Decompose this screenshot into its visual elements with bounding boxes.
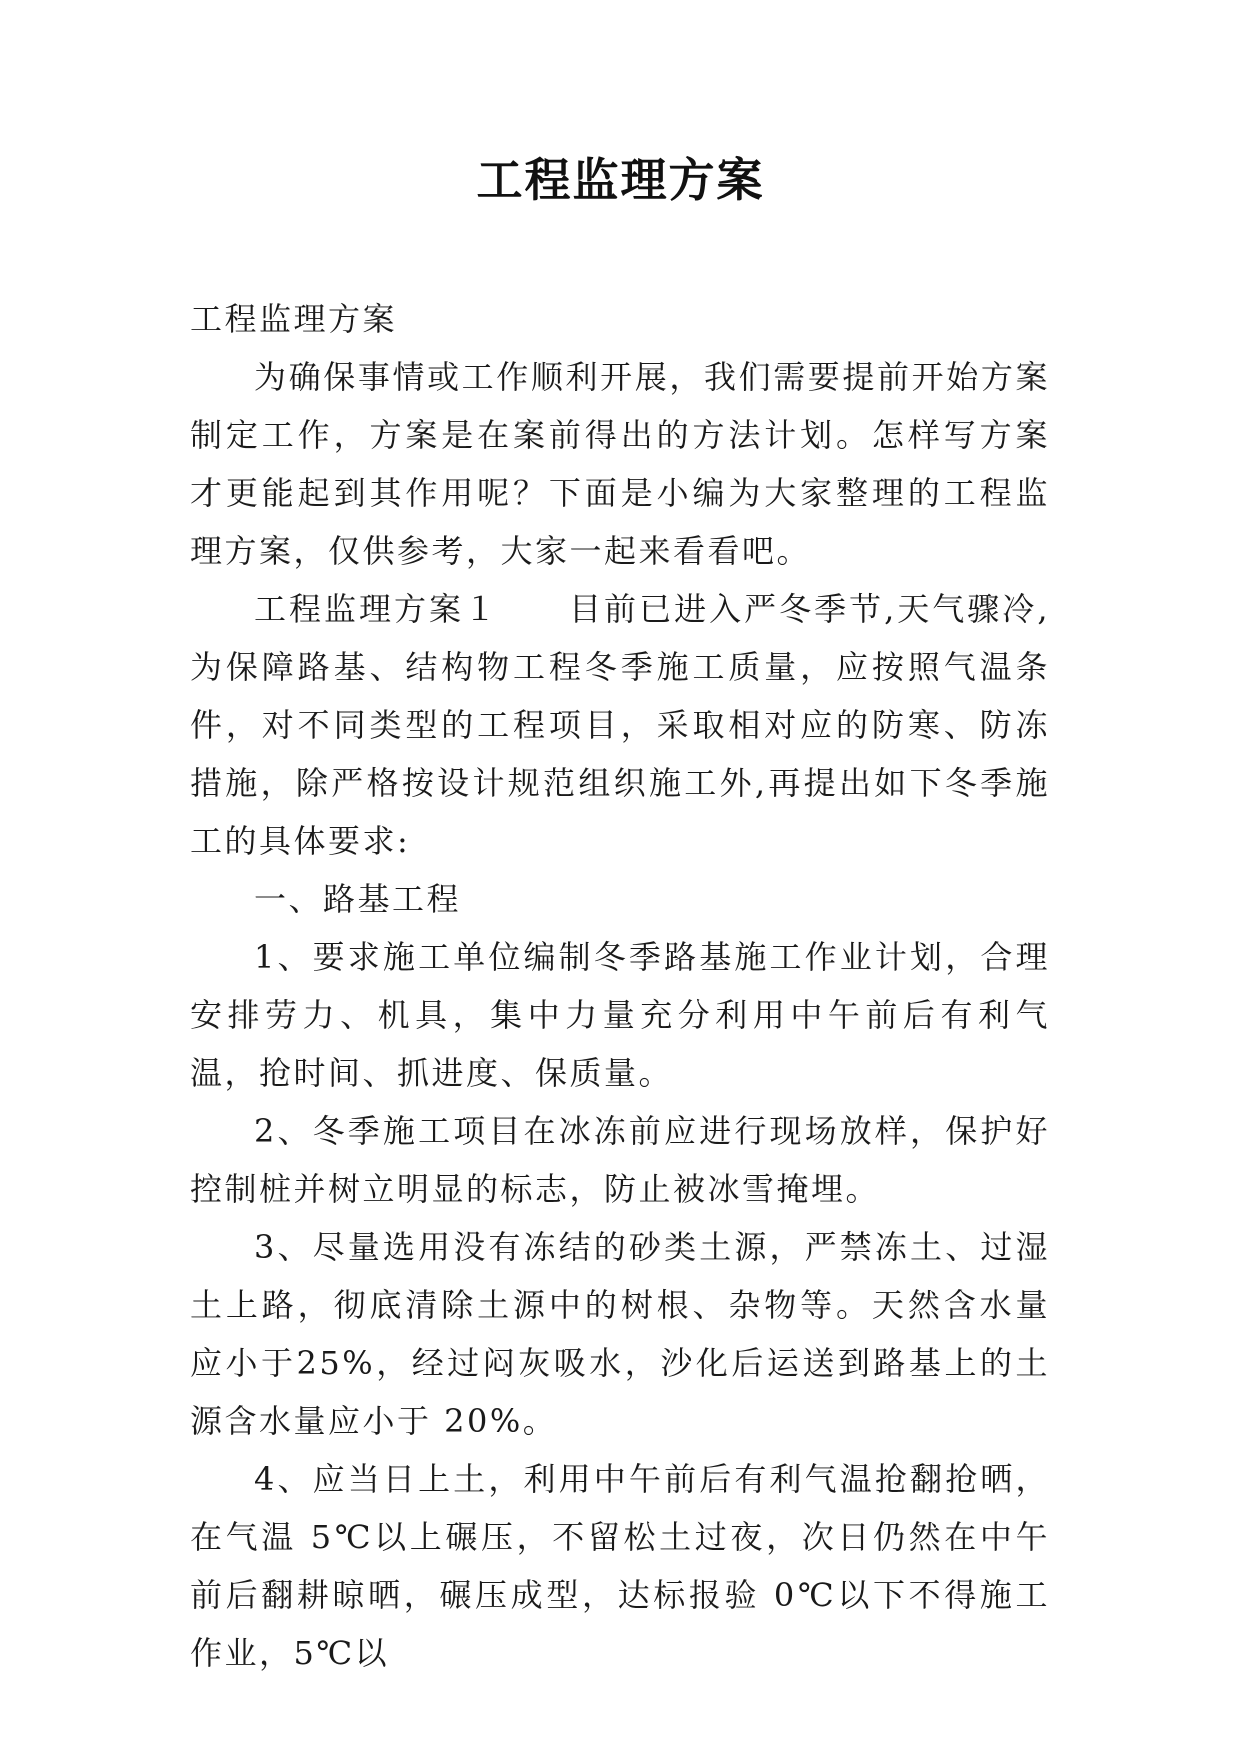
document-title: 工程监理方案 <box>476 153 765 207</box>
item-2-paragraph: 2、冬季施工项目在冰冻前应进行现场放样，保护好控制桩并树立明显的标志，防止被冰雪掩埋。 <box>190 1112 1050 1208</box>
item-1-paragraph: 1、要求施工单位编制冬季路基施工作业计划，合理安排劳力、机具，集中力量充分利用中午前后有利气温，抢时间、抓进度、保质量。 <box>190 938 1050 1092</box>
section-heading-roadbed: 一、路基工程 <box>254 880 462 918</box>
item-3-paragraph: 3、尽量选用没有冻结的砂类土源，严禁冻土、过湿土上路，彻底清除土源中的树根、杂物等。天然含水量应小于25%，经过闷灰吸水，沙化后运送到路基上的土源含水量应小于 20%。 <box>190 1228 1050 1440</box>
plan-1-paragraph: 工程监理方案１ 目前已进入严冬季节,天气骤冷,为保障路基、结构物工程冬季施工质量，应按照气温条件，对不同类型的工程项目，采取相对应的防寒、防冻措施，除严格按设计规范组织施工外,再提出如下冬季施工的具体要求: <box>190 590 1050 860</box>
document-subtitle: 工程监理方案 <box>190 300 398 338</box>
intro-paragraph: 为确保事情或工作顺利开展，我们需要提前开始方案制定工作，方案是在案前得出的方法计划。怎样写方案才更能起到其作用呢？下面是小编为大家整理的工程监理方案，仅供参考，大家一起来看看吧。 <box>190 358 1050 570</box>
document-body <box>190 290 1050 1682</box>
item-4-paragraph: 4、应当日上土，利用中午前后有利气温抢翻抢晒，在气温 5℃以上碾压，不留松土过夜，次日仍然在中午前后翻耕晾晒，碾压成型，达标报验 0℃以下不得施工作业，5℃以 <box>190 1460 1050 1672</box>
